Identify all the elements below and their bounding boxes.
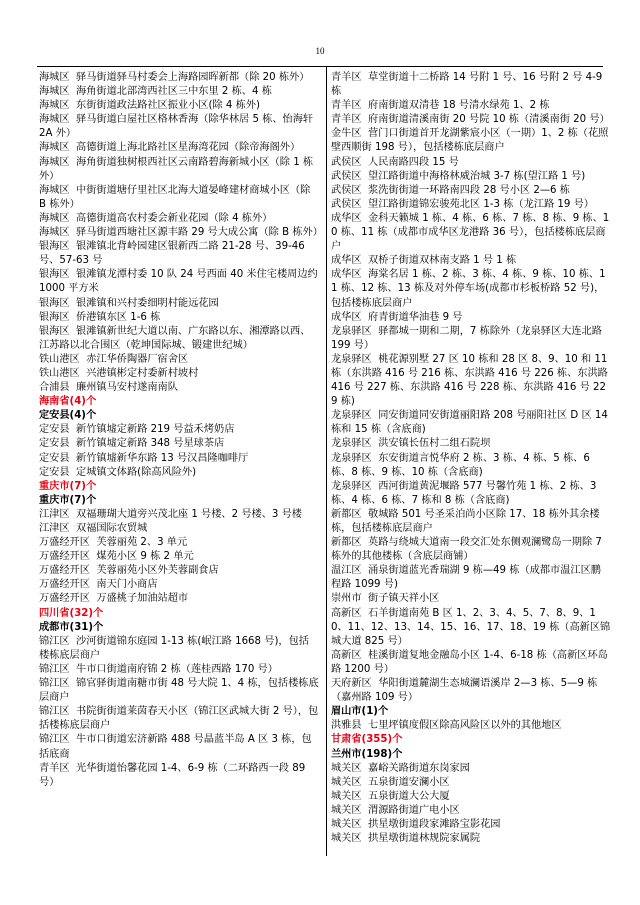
area-entry: 银海区 侨港镇东区 1-6 栋 [39,311,161,323]
area-entry: 海城区 驿马街道西塘社区源丰路 29 号大成公寓（除 B 栋外） [39,227,323,239]
area-entry: 锦江区 沙河街道锦东庭园 1-13 栋(岷江路 1668 号)，包括楼栋底层商户 [39,635,309,661]
area-entry: 龙泉驿区 洪安镇长伍村二组石院坝 [331,438,491,450]
province-heading: 甘肃省(355)个 [331,734,403,746]
area-entry: 武侯区 望江路街道锦宏骏苑北区 1-3 栋（龙江路 19 号） [331,198,594,210]
area-entry: 龙泉驿区 西河街道黄泥堰路 577 号馨竹苑 1 栋、2 栋、3 栋、4 栋、6 栋、7 栋和 8 栋（含底商) [331,480,600,506]
province-heading: 重庆市(7)个 [39,480,97,492]
header-rule [37,66,603,67]
area-entry: 城关区 嘉峪关路街道东岗家园 [331,762,470,774]
province-heading: 四川省(32)个 [39,607,104,619]
area-entry: 城关区 五泉街道安澜小区 [331,776,450,788]
area-entry: 万盛经开区 煤苑小区 9 栋 2 单元 [39,551,194,563]
area-entry: 洪雅县 七里坪镇度假区除高风险区以外的其他地区 [331,720,562,732]
area-entry: 铁山港区 赤江华侨陶器厂宿舍区 [39,353,189,365]
area-entry: 铁山港区 兴港镇彬定村委新村坡村 [39,367,199,379]
area-entry: 天府新区 华阳街道麓湖生态城澜语溪岸 2—3 栋、5—9 栋（嘉州路 109 号） [331,678,598,704]
area-entry: 金牛区 营门口街道首开龙湖紫宸小区（一期）1、2 栋（花照壁西顺街 198 号），包括楼栋底层商户 [331,128,609,154]
area-entry: 高新区 桂溪街道复地金融岛小区 1-4、6-18 栋（高新区环岛路 1200 号） [331,649,608,675]
area-entry: 海城区 海角街道独树根西社区云南路碧海新城小区（除 1 栋外） [39,156,314,182]
city-heading: 成都市(31)个 [39,621,104,633]
area-entry: 江津区 双福珊瑚大道旁兴茂北座 1 号楼、2 号楼、3 号楼 [39,508,302,520]
area-entry: 崇州市 街子镇天祥小区 [331,593,440,605]
area-entry: 定安县 定城镇文体路(除高风险外) [39,466,197,478]
area-entry: 定安县 新竹镇墟定新路 348 号星球茶店 [39,438,225,450]
area-entry: 锦江区 书院街街道莱茵春天小区（锦江区武城大街 2 号），包括楼栋底层商户 [39,706,319,732]
area-entry: 武侯区 浆洗街街道一环路南四段 28 号小区 2—6 栋 [331,184,570,196]
area-entry: 青羊区 光华街道怡馨花园 1-4、6-9 栋（二环路西一段 89 号） [39,762,309,788]
area-entry: 海城区 海角街道北部湾西社区三中东里 2 栋、4 栋 [39,86,272,98]
column-divider [326,66,327,856]
area-entry: 龙泉驿区 同安街道同安街道丽阳路 208 号丽阳社区 D 区 14 栋和 15 栋（含底商) [331,410,612,436]
city-heading: 定安县(4)个 [39,410,97,422]
area-entry: 龙泉驿区 东安街道言悦华府 2 栋、3 栋、4 栋、5 栋、6 栋、8 栋、9 栋、10 栋（含底商) [331,452,594,478]
area-entry: 城关区 拱星墩街道段家滩路宝影花园 [331,818,501,830]
area-entry: 海城区 驿马街道白屋社区格林香海（除华林居 5 栋、怡海轩 2A 外） [39,114,317,140]
area-entry: 海城区 中街街道塘仔里社区北海大道晏峰建材商城小区（除 B 栋外） [39,184,314,210]
area-entry: 银海区 银滩镇和兴村委细明村能远花园 [39,297,219,309]
area-entry: 新都区 敬城路 501 号圣采泊尚小区除 17、18 栋外其余楼栋，包括楼栋底层商户 [331,508,600,534]
city-heading: 兰州市(198)个 [331,748,403,760]
area-entry: 合浦县 廉州镇马安村遂南南队 [39,382,178,394]
province-heading: 海南省(4)个 [39,396,97,408]
area-entry: 定安县 新竹镇墟定新路 219 号益禾烤奶店 [39,424,235,436]
area-entry: 万盛经开区 南天门小商店 [39,579,158,591]
area-entry: 青羊区 府南街道双清巷 18 号清水绿苑 1、2 栋 [331,100,550,112]
area-entry: 银海区 银滩镇龙潭村委 10 队 24 号西面 40 米住宅楼周边约 1000 平方米 [39,269,321,295]
area-entry: 龙泉驿区 驿都城一期和二期，7 栋除外（龙泉驿区大连北路 199 号） [331,325,606,351]
area-entry: 万盛经开区 芙蓉丽苑小区外芙蓉副食店 [39,565,219,577]
page-number: 10 [315,46,325,56]
area-entry: 成华区 府青街道华油巷 9 号 [331,311,463,323]
area-entry: 新都区 英路与绕城大道南一段交汇处东侧观澜鹭岛一期除 7 栋外的其他楼栋（含底层商铺） [331,537,606,563]
area-entry: 海城区 高德街道上海北路社区星海湾花园（除帝海阁外） [39,142,301,154]
area-entry: 锦江区 牛市口街道宏济新路 488 号晶蓝半岛 A 区 3 栋，包括底商 [39,734,312,760]
area-entry: 银海区 银滩镇新世纪大道以南、广东路以东、湘潭路以西、江苏路以北合围区（乾坤国际城、锻建世纪城） [39,325,311,351]
area-entry: 锦江区 锦官驿街道南糖市街 48 号大院 1、4 栋，包括楼栋底层商户 [39,678,319,704]
area-entry: 成华区 双桥子街道双林南支路 1 号 1 栋 [331,255,517,267]
area-entry: 万盛经开区 万盛桃子加油站超市 [39,593,189,605]
area-entry: 高新区 石羊街道南苑 B 区 1、2、3、4、5、7、8、9、10、11、12、13、14、15、16、17、18、19 栋（高新区锦城大道 825 号） [331,607,611,647]
area-entry: 万盛经开区 芙蓉丽苑 2、3 单元 [39,537,188,549]
area-entry: 海城区 驿马街道驿马村委会上海路园晖新都（除 20 栋外） [39,72,310,83]
area-entry: 海城区 高德街道高农村委会新业花园（除 4 栋外） [39,212,273,224]
area-entry: 城关区 拱星墩街道林规院家属院 [331,833,481,845]
area-entry: 成华区 金科天籁城 1 栋、4 栋、6 栋、7 栋、8 栋、9 栋、10 栋、11 栋（成都市成华区龙港路 36 号），包括楼栋底层商户 [331,212,610,253]
right-column [331,71,611,846]
area-entry: 龙泉驿区 桃花源别墅 27 区 10 栋和 28 区 8、9、10 和 11 栋（东洪路 416 号 216 栋、东洪路 416 号 226 栋、东洪路 416 号 227 栋、东洪路 416 号 228 栋、东洪路 416 号 229 栋) [331,353,612,408]
area-entry: 定安县 新竹镇墟新华东路 13 号汉昌隆咖啡厅 [39,452,249,464]
area-entry: 成华区 海棠名居 1 栋、2 栋、3 栋、4 栋、9 栋、10 栋、11 栋、12 栋、13 栋及对外停车场(成都市杉板桥路 52 号)，包括楼栋底层商户 [331,269,606,309]
area-entry: 城关区 渭源路街道广电小区 [331,804,460,816]
area-entry: 江津区 双福国际农贸城 [39,523,148,534]
area-entry: 海城区 东街街道政法路社区振业小区(除 4 栋外) [39,100,260,112]
area-entry: 银海区 银滩镇北背岭园建区银新西二路 21-28 号、39-46 号、57-63 号 [39,241,308,267]
area-entry: 城关区 五泉街道大公大厦 [331,790,450,802]
area-entry: 锦江区 牛市口街道南府锦 2 栋（莲桂西路 170 号） [39,663,278,675]
left-column [39,71,323,790]
area-entry: 温江区 涌泉街道蓝光香瑞湖 9 栋—49 栋（成都市温江区鹏程路 1099 号) [331,565,601,591]
city-heading: 重庆市(7)个 [39,494,97,506]
area-entry: 武侯区 人民南路四段 15 号 [331,156,459,168]
area-entry: 青羊区 府南街道清溪南街 20 号院 10 栋（清溪南街 20 号） [331,114,610,126]
area-entry: 青羊区 草堂街道十二桥路 14 号附 1 号、16 号附 2 号 4-9 栋 [331,72,606,98]
city-heading: 眉山市(1)个 [331,706,389,718]
area-entry: 武侯区 望江路街道中海格林威治城 3-7 栋(望江路 1 号) [331,170,586,182]
